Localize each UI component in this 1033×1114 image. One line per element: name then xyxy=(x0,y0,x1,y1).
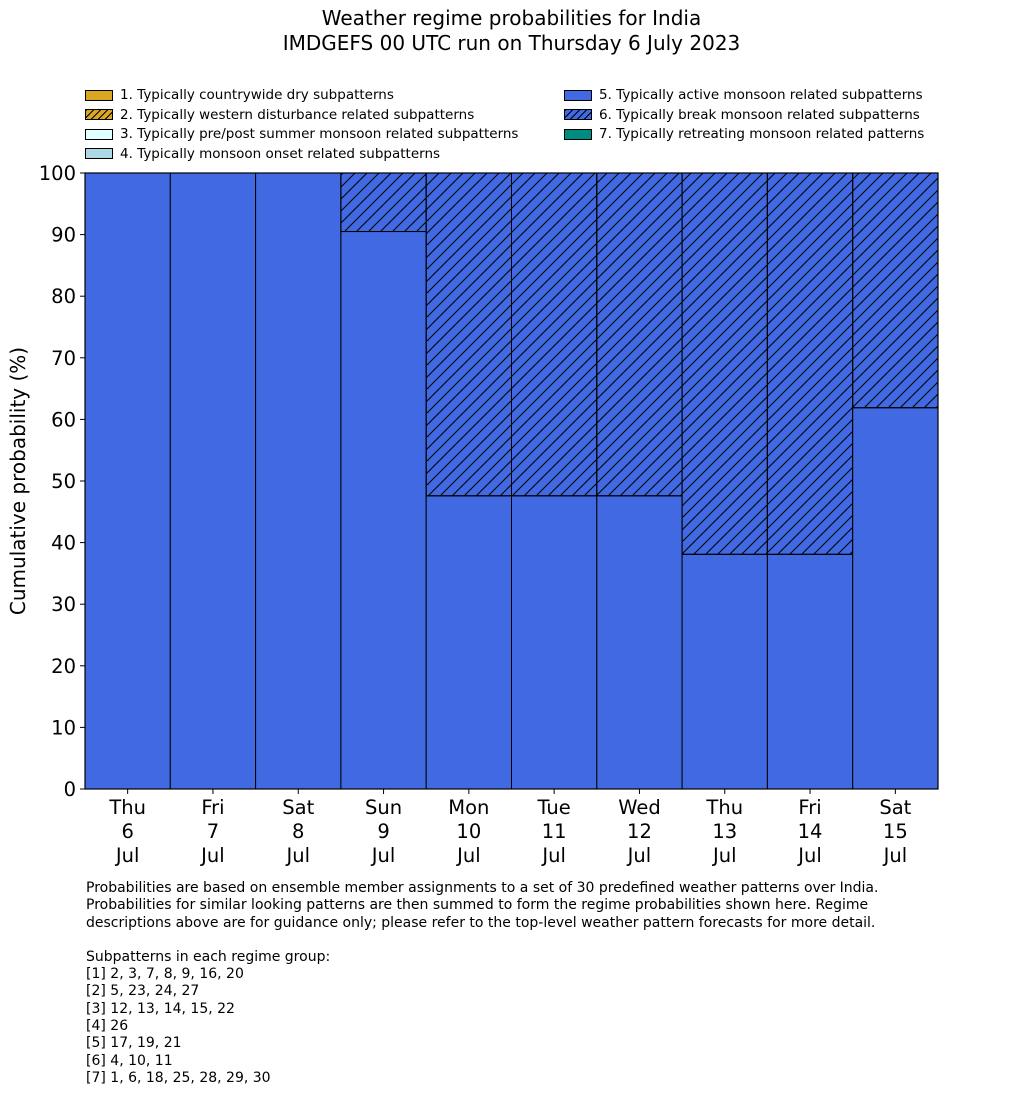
regime-group-4: [4] 26 xyxy=(86,1018,129,1035)
bar-hatch-8-series-6 xyxy=(682,173,767,554)
bar-hatch-7-series-6 xyxy=(597,173,682,496)
footnote-text xyxy=(86,880,986,932)
y-tick-label-6: 60 xyxy=(51,408,76,432)
x-tick-label-5-line-1: Mon xyxy=(448,796,490,819)
x-tick-label-8-line-1: Thu xyxy=(706,796,744,819)
x-tick-label-7-line-2: 12 xyxy=(627,820,652,843)
bar-2-series-5 xyxy=(170,173,255,789)
legend-label-1: 1. Typically countrywide dry subpatterns xyxy=(120,87,394,103)
x-tick-label-5-line-2: 10 xyxy=(456,820,482,843)
x-tick-label-4-line-3: Jul xyxy=(371,844,396,867)
bar-hatch-4-series-6 xyxy=(341,173,426,232)
x-tick-label-4-line-1: Sun xyxy=(364,796,403,819)
footnote xyxy=(86,880,986,1087)
x-tick-label-7-line-1: Wed xyxy=(618,796,661,819)
bar-3-series-5 xyxy=(256,173,341,789)
x-tick-label-4-line-2: 9 xyxy=(377,820,390,843)
bar-10-series-5 xyxy=(853,408,938,789)
x-tick-label-8-line-3: Jul xyxy=(712,844,737,867)
legend-label-4: 4. Typically monsoon onset related subpatterns xyxy=(120,145,441,162)
regime-group-5: [5] 17, 19, 21 xyxy=(86,1035,182,1052)
y-tick-label-7: 70 xyxy=(51,346,76,370)
y-tick-label-8: 80 xyxy=(51,285,76,309)
legend-label-2: 2. Typically western disturbance related subpatterns xyxy=(120,106,475,123)
regime-group-6: [6] 4, 10, 11 xyxy=(86,1052,173,1069)
y-tick-label-5: 50 xyxy=(51,470,76,493)
y-axis-label: Cumulative probability (%) xyxy=(6,346,30,616)
x-tick-label-9-line-3: Jul xyxy=(798,844,822,867)
bar-8-series-5 xyxy=(682,554,767,789)
x-tick-label-9-line-1: Fri xyxy=(798,796,822,819)
x-tick-label-3-line-1: Sat xyxy=(282,796,315,819)
x-tick-label-6-line-1: Tue xyxy=(537,796,571,819)
x-tick-label-2-line-2: 7 xyxy=(206,820,220,843)
bar-4-series-5 xyxy=(341,232,426,789)
x-tick-label-1-line-2: 6 xyxy=(121,820,134,843)
y-tick-label-0: 0 xyxy=(63,778,76,801)
regime-group-7: [7] 1, 6, 18, 25, 28, 29, 30 xyxy=(86,1069,271,1086)
chart-title-line-2: IMDGEFS 00 UTC run on Thursday 6 July 2023 xyxy=(282,31,741,55)
y-tick-label-4: 40 xyxy=(51,531,76,555)
bar-1-series-5 xyxy=(85,173,170,789)
y-tick-label-9: 90 xyxy=(51,223,76,247)
bar-hatch-9-series-6 xyxy=(767,173,852,554)
x-tick-label-8-line-2: 13 xyxy=(712,820,738,843)
legend-label-3: 3. Typically pre/post summer monsoon related subpatterns xyxy=(120,126,519,142)
x-tick-label-3-line-2: 8 xyxy=(292,820,305,843)
x-tick-label-1-line-1: Thu xyxy=(109,796,146,819)
regime-group-1: [1] 2, 3, 7, 8, 9, 16, 20 xyxy=(86,966,244,983)
regime-group-3: [3] 12, 13, 14, 15, 22 xyxy=(86,1000,235,1017)
bar-9-series-5 xyxy=(767,554,852,789)
bar-6-series-5 xyxy=(512,496,597,789)
footnote-line-2: Probabilities for similar looking patterns are then summed to form the regime probabilities shown here. Regime xyxy=(86,897,869,914)
legend-label-5: 5. Typically active monsoon related subpatterns xyxy=(599,87,923,103)
legend-label-7: 7. Typically retreating monsoon related patterns xyxy=(599,126,925,142)
groups-header: Subpatterns in each regime group: xyxy=(86,948,331,965)
x-tick-label-6-line-3: Jul xyxy=(542,844,566,867)
x-tick-label-3-line-3: Jul xyxy=(286,844,311,867)
bar-hatch-5-series-6 xyxy=(426,173,511,496)
y-tick-label-1: 10 xyxy=(51,716,76,740)
x-tick-label-7-line-3: Jul xyxy=(627,844,652,867)
bar-5-series-5 xyxy=(426,496,511,789)
y-tick-label-3: 30 xyxy=(51,593,76,617)
x-tick-label-10-line-1: Sat xyxy=(879,796,912,819)
legend-label-6: 6. Typically break monsoon related subpatterns xyxy=(599,106,920,123)
bar-7-series-5 xyxy=(597,496,682,789)
x-tick-label-10-line-3: Jul xyxy=(883,844,908,867)
x-tick-label-1-line-3: Jul xyxy=(115,844,140,867)
y-tick-label-2: 20 xyxy=(51,654,76,678)
x-tick-label-2-line-3: Jul xyxy=(201,844,225,867)
x-tick-label-6-line-2: 11 xyxy=(541,820,567,843)
regime-group-2: [2] 5, 23, 24, 27 xyxy=(86,983,200,1000)
footnote-line-3: descriptions above are for guidance only; please refer to the top-level weather pattern forecasts for more detail. xyxy=(86,914,876,931)
chart-title-line-1: Weather regime probabilities for India xyxy=(321,6,702,30)
regime-groups xyxy=(86,949,986,1087)
x-tick-label-9-line-2: 14 xyxy=(797,820,823,843)
bar-hatch-6-series-6 xyxy=(512,173,597,496)
y-tick-label-10: 100 xyxy=(38,162,76,185)
x-tick-label-2-line-1: Fri xyxy=(201,796,225,819)
x-tick-label-10-line-2: 15 xyxy=(882,820,908,843)
x-tick-label-5-line-3: Jul xyxy=(457,844,481,867)
bar-hatch-10-series-6 xyxy=(853,173,938,408)
footnote-line-1: Probabilities are based on ensemble member assignments to a set of 30 predefined weather patterns over India. xyxy=(86,880,879,896)
